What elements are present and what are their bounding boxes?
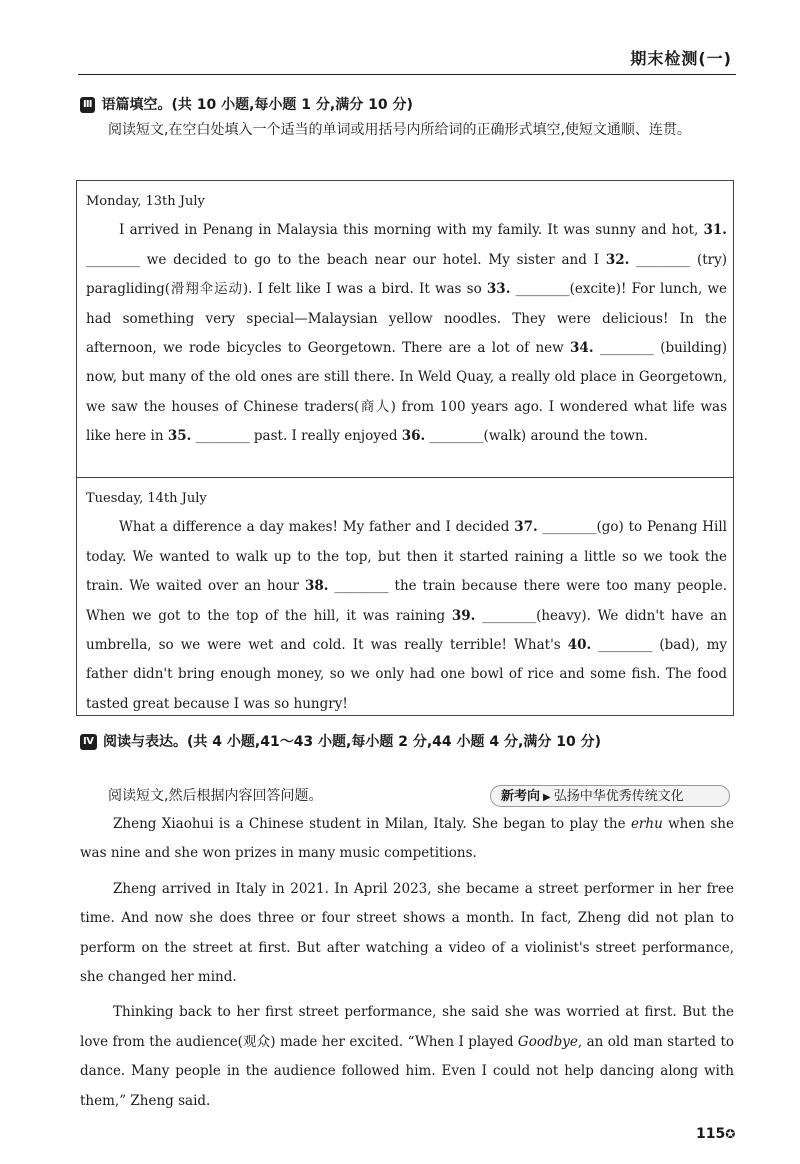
section-3-numeral: Ⅲ [80,97,95,113]
page-number: 115✪ [696,1126,736,1142]
question-39: 39. [451,607,476,624]
page-header-title: 期末检测(一) [630,49,732,68]
entry-tuesday-text: What a difference a day makes! My father and I decided 37. ________(go) to Penang Hill today. We wanted to walk up to the top, but then it started raining a little so we took the train. We waited over an hour 38. ________ the train because there were too many people. When we got to the top of the hill, it was raining 39. ________(heavy). We didn't have an umbrella, so we were wet and cold. It was really terrible! What's 40. ________ (bad), my father didn't bring enough money, so we only had one bowl of rice and some fish. The food tasted great because I was so hungry! [86,519,727,712]
passage-paragraph-2: Zheng arrived in Italy in 2021. In April 2023, she became a street performer in her free time. And now she does three or four street shows a month. In fact, Zheng did not plan to perform on the street at first. But after watching a video of a violinist's street performance, she changed her mind. [80,880,734,986]
question-35: 35. [167,428,192,445]
question-32: 32. [605,251,630,268]
section-4-heading-text: 阅读与表达。(共 4 小题,41～43 小题,每小题 2 分,44 小题 4 分,满分 10 分) [103,734,601,750]
question-33: 33. [486,281,511,298]
diary-entry-tuesday-box [76,478,734,716]
header-divider [78,74,736,75]
section-4-numeral: Ⅳ [80,734,97,750]
entry-monday-text: I arrived in Penang in Malaysia this morning with my family. It was sunny and hot, 31. ________ we decided to go to the beach near our hotel. My sister and I 32. ________ (try) paragliding(滑翔伞运动). I felt like I was a bird. It was so 33. ________(excite)! For lunch, we had something very special—Malaysian yellow noodles. They were delicious! In the afternoon, we rode bicycles to Georgetown. There are a lot of new 34. ________ (building) now, but many of the old ones are still there. In Weld Quay, a really old place in Georgetown, we saw the houses of Chinese traders(商人) from 100 years ago. I wondered what life was like here in 35. ________ past. I really enjoyed 36. ________(walk) around the town. [86,222,727,445]
question-31: 31. [703,222,727,239]
section-4-instruction: 阅读短文,然后根据内容回答问题。 [108,788,323,804]
passage-paragraph-1: Zheng Xiaohui is a Chinese student in Milan, Italy. She began to play the erhu when she was nine and she won prizes in many music competitions. [80,816,734,862]
section-3-heading [80,94,413,114]
section-3-instruction: 阅读短文,在空白处填入一个适当的单词或用括号内所给词的正确形式填空,使短文通顺、连贯。 [108,122,691,138]
question-34: 34. [570,340,594,357]
question-40: 40. [567,637,592,654]
passage-paragraph-3: Thinking back to her first street performance, she said she was worried at first. But the love from the audience(观众) made her excited. “When I played Goodbye, an old man started to dance. Many people in the audience followed him. Even I could not help dancing along with them,” Zheng said. [80,1004,734,1109]
section-3-heading-text: 语篇填空。(共 10 小题,每小题 1 分,满分 10 分) [101,97,413,113]
entry-date-tuesday: Tuesday, 14th July [86,491,207,506]
question-37: 37. [514,519,538,536]
tag-label: 新考向 [501,789,541,804]
tag-arrow-icon: ▶ [543,792,551,803]
reading-passage [80,810,734,1122]
diary-entry-monday-box [76,180,734,478]
tag-text: 弘扬中华优秀传统文化 [553,789,684,804]
gear-icon: ✪ [725,1127,736,1141]
new-trend-tag [490,785,730,807]
question-36: 36. [401,428,426,445]
entry-date-monday: Monday, 13th July [86,194,205,209]
question-38: 38. [305,578,329,595]
section-4-heading [80,731,601,751]
